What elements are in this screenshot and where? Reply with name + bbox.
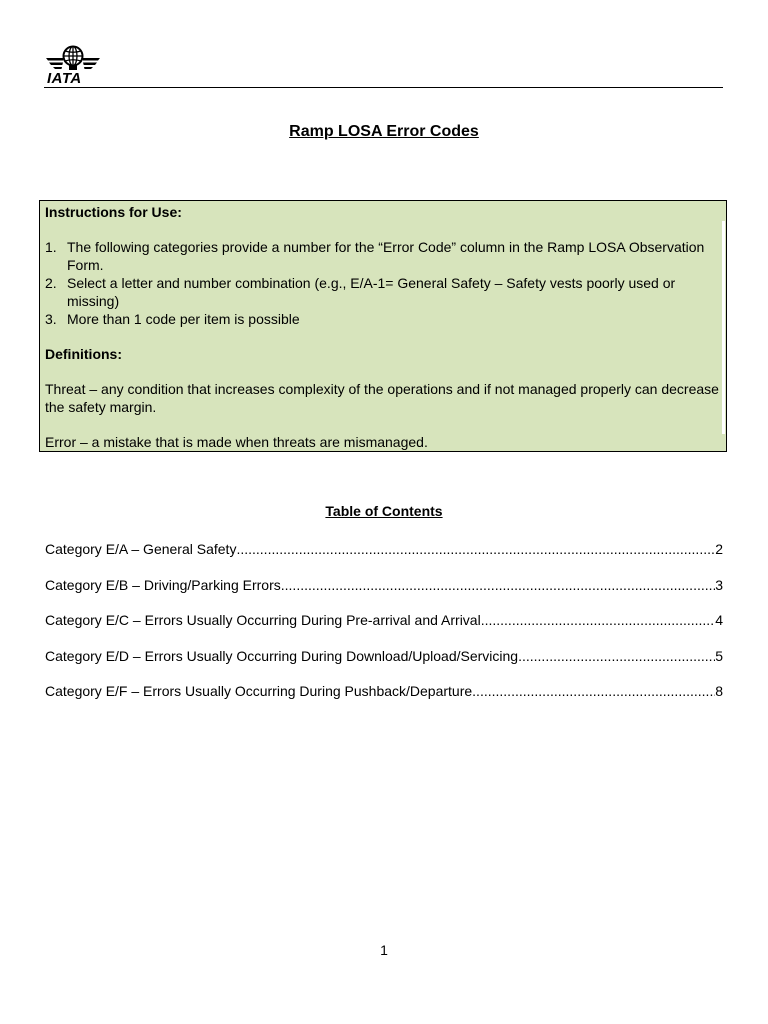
toc-entry[interactable] <box>45 577 723 595</box>
toc-page: 3 <box>715 576 723 593</box>
toc-entry-text: Category E/F – Errors Usually Occurring During Pushback/Departure <box>45 683 473 699</box>
toc-entry-text: Category E/C – Errors Usually Occurring During Pre-arrival and Arrival <box>45 612 481 628</box>
toc-entry-text: Category E/D – Errors Usually Occurring During Download/Upload/Servicing <box>45 647 519 664</box>
instructions-heading: Instructions for Use: <box>45 204 182 220</box>
page-header <box>44 44 723 88</box>
iata-logo <box>44 44 102 86</box>
document-title: Ramp LOSA Error Codes <box>289 123 479 140</box>
toc-title: Table of Contents <box>325 503 443 519</box>
toc-leader <box>472 683 715 699</box>
toc-leader <box>518 648 715 664</box>
toc-page: 4 <box>715 612 723 628</box>
page-number: 1 <box>380 942 388 958</box>
list-number: 2. <box>45 275 57 291</box>
error-definition: Error – a mistake that is made when threats are mismanaged. <box>45 434 428 450</box>
toc-entry[interactable] <box>45 683 723 701</box>
toc-entry[interactable] <box>45 648 723 666</box>
list-number: 1. <box>45 239 57 255</box>
scrollbar[interactable] <box>722 221 725 434</box>
instructions-list <box>45 238 722 328</box>
toc-leader <box>281 577 715 593</box>
list-item <box>45 238 722 274</box>
list-item <box>45 274 722 310</box>
toc-entry[interactable] <box>45 541 723 559</box>
toc-page: 5 <box>715 647 723 664</box>
toc-page: 2 <box>715 541 723 557</box>
toc-entry-text: Category E/B – Driving/Parking Errors <box>45 576 281 593</box>
list-number: 3. <box>45 311 57 327</box>
toc-entry[interactable] <box>45 612 723 630</box>
definitions-heading: Definitions: <box>45 346 122 362</box>
toc-leader <box>236 541 715 557</box>
toc-page: 8 <box>715 683 723 699</box>
logo-text: IATA <box>47 70 82 87</box>
list-item <box>45 310 722 328</box>
list-text: More than 1 code per item is possible <box>67 311 300 327</box>
list-text: The following categories provide a number for the “Error Code” column in the Ramp LOSA Observation Form. <box>67 239 705 273</box>
list-text: Select a letter and number combination (e.g., E/A-1= General Safety – Safety vests poorly used or missing) <box>67 275 676 309</box>
instructions-box <box>39 200 727 452</box>
threat-definition: Threat – any condition that increases complexity of the operations and if not managed properly can decrease the safety margin. <box>45 381 719 415</box>
table-of-contents <box>45 541 723 719</box>
toc-leader <box>481 612 716 628</box>
header-rule <box>44 87 723 88</box>
toc-entry-text: Category E/A – General Safety <box>45 541 237 557</box>
